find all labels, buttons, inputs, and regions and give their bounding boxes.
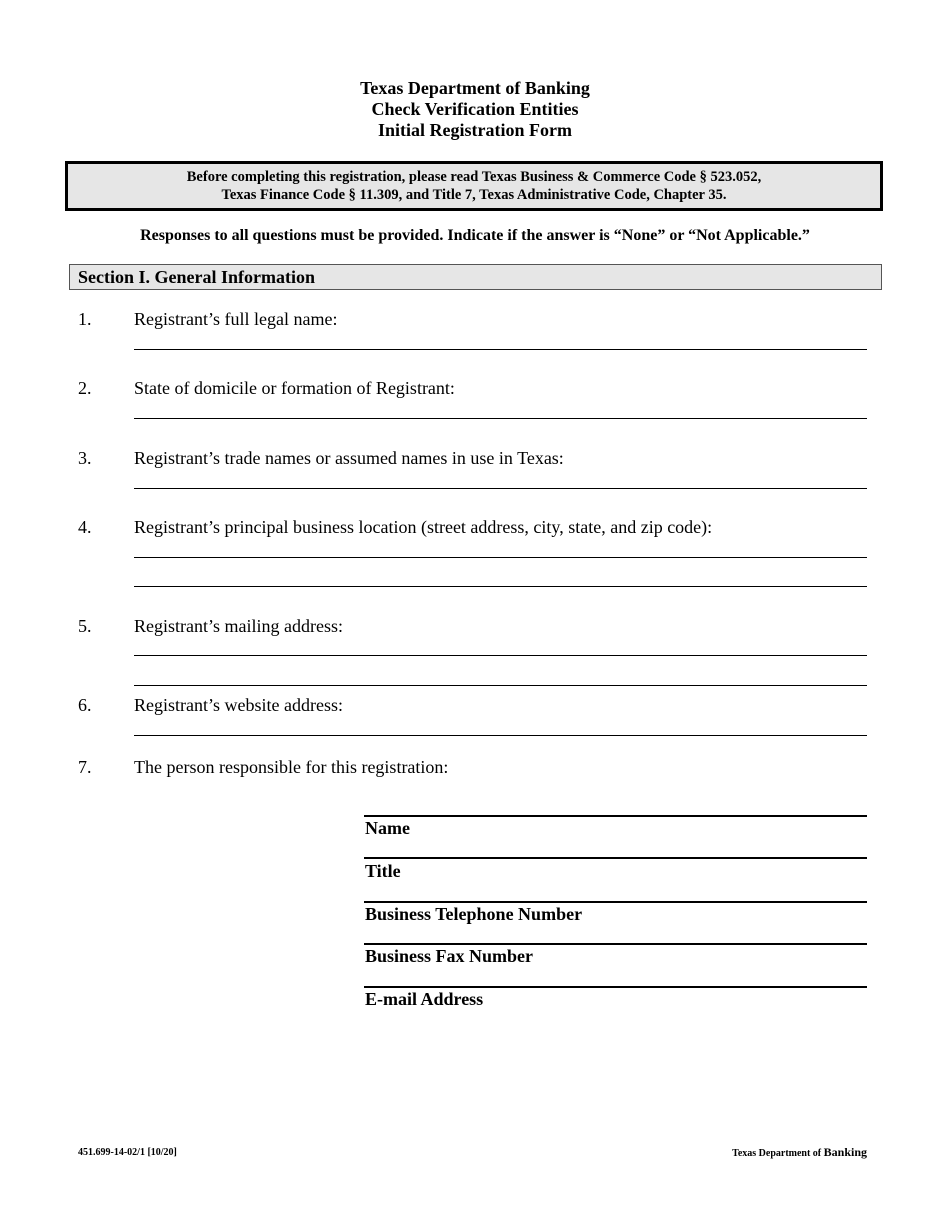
- mailing-address-answer-line-1[interactable]: [134, 655, 867, 656]
- instructions-text: Responses to all questions must be provided. Indicate if the answer is “None” or “Not Applicable.”: [140, 227, 810, 244]
- question-mailing-address: Registrant’s mailing address:: [134, 616, 343, 636]
- question-number: 1.: [78, 309, 92, 329]
- question-number: 3.: [78, 448, 92, 468]
- form-title: Initial Registration Form: [378, 120, 572, 140]
- telephone-answer-line[interactable]: [364, 901, 867, 903]
- fax-label: Business Fax Number: [365, 946, 534, 966]
- form-title-block: [0, 78, 950, 141]
- principal-location-answer-line-1[interactable]: [134, 557, 867, 558]
- fax-answer-line[interactable]: [364, 943, 867, 945]
- question-principal-location: Registrant’s principal business location (street address, city, state, and zip code):: [134, 517, 713, 537]
- program-title: Check Verification Entities: [371, 99, 579, 119]
- question-responsible-person: The person responsible for this registration:: [134, 757, 449, 777]
- trade-names-answer-line[interactable]: [134, 488, 867, 489]
- notice-line-2: Texas Finance Code § 11.309, and Title 7, Texas Administrative Code, Chapter 35.: [221, 187, 727, 203]
- question-trade-names: Registrant’s trade names or assumed names in use in Texas:: [134, 448, 564, 468]
- question-number: 5.: [78, 616, 92, 636]
- question-number: 6.: [78, 695, 92, 715]
- question-state-of-domicile: State of domicile or formation of Registrant:: [134, 378, 455, 398]
- question-number: 4.: [78, 517, 92, 537]
- state-domicile-answer-line[interactable]: [134, 418, 867, 419]
- notice-line-1: Before completing this registration, please read Texas Business & Commerce Code § 523.052,: [186, 169, 762, 185]
- title-answer-line[interactable]: [364, 857, 867, 859]
- question-number: 7.: [78, 757, 92, 777]
- form-number: 451.699-14-02/1 [10/20]: [78, 1147, 177, 1158]
- name-answer-line[interactable]: [364, 815, 867, 817]
- question-number: 2.: [78, 378, 92, 398]
- website-answer-line[interactable]: [134, 735, 867, 736]
- telephone-label: Business Telephone Number: [365, 904, 583, 924]
- statute-notice-box: [65, 161, 883, 211]
- mailing-address-answer-line-2[interactable]: [134, 685, 867, 686]
- footer-agency-suffix: Banking: [823, 1145, 867, 1159]
- question-website: Registrant’s website address:: [134, 695, 343, 715]
- agency-title: Texas Department of Banking: [360, 78, 590, 98]
- question-legal-name: Registrant’s full legal name:: [134, 309, 338, 329]
- name-label: Name: [365, 818, 410, 838]
- email-answer-line[interactable]: [364, 986, 867, 988]
- footer-agency: [732, 1145, 867, 1160]
- section-1-header: Section I. General Information: [69, 264, 882, 290]
- title-label: Title: [365, 861, 401, 881]
- footer-agency-prefix: Texas Department of: [732, 1148, 822, 1159]
- legal-name-answer-line[interactable]: [134, 349, 867, 350]
- principal-location-answer-line-2[interactable]: [134, 586, 867, 587]
- email-label: E-mail Address: [365, 989, 484, 1009]
